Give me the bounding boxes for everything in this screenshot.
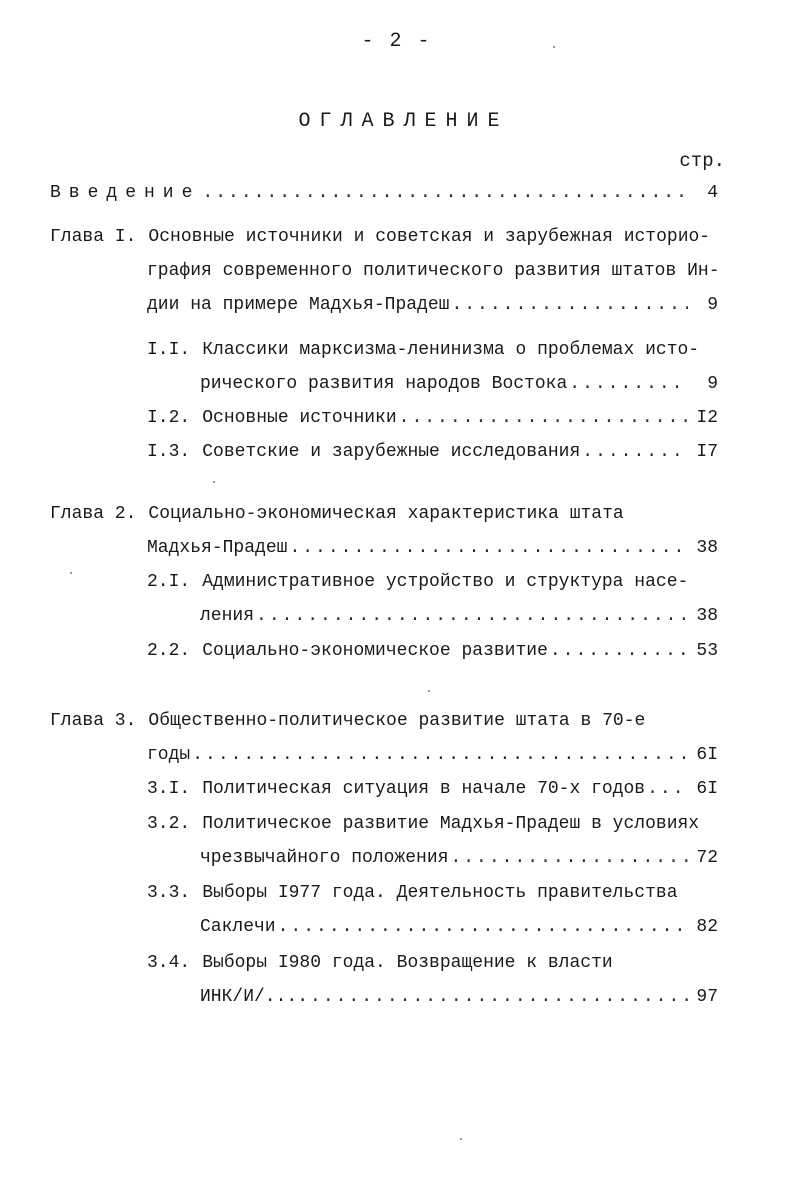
section-1-1-end bbox=[200, 373, 718, 395]
section-title-line2: ИНК/И/.... bbox=[200, 987, 309, 1007]
dot-leader bbox=[310, 986, 688, 1008]
section-page: 6I bbox=[696, 779, 718, 799]
intro-label: Введение bbox=[50, 183, 201, 203]
scan-speck bbox=[428, 690, 430, 692]
scan-speck bbox=[553, 46, 555, 48]
chapter3-title-end bbox=[147, 744, 718, 766]
section-1-3[interactable] bbox=[147, 441, 718, 463]
dot-leader bbox=[289, 537, 688, 559]
section-title-line1: Классики марксизма-ленинизма о проблемах исто- bbox=[202, 340, 700, 360]
section-number: 2.2. bbox=[147, 641, 191, 661]
chapter2-title-end bbox=[147, 537, 718, 559]
section-title-line1: Советские и зарубежные исследования bbox=[202, 442, 581, 462]
dot-leader bbox=[256, 605, 688, 627]
chapter1-title-line2: графия современного политического развития штатов Ин- bbox=[147, 261, 720, 281]
chapter1-heading[interactable] bbox=[50, 226, 710, 248]
section-page: 72 bbox=[696, 848, 718, 868]
section-page: I2 bbox=[696, 408, 718, 428]
section-1-2[interactable] bbox=[147, 407, 718, 429]
chapter1-title-line3: дии на примере Мадхья-Прадеш bbox=[147, 295, 450, 315]
section-1-1[interactable] bbox=[147, 339, 699, 361]
section-title-line1: Выборы I977 года. Деятельность правительства bbox=[202, 883, 678, 903]
section-number: 3.3. bbox=[147, 883, 191, 903]
section-2-2[interactable] bbox=[147, 640, 718, 662]
section-number: 3.2. bbox=[147, 814, 191, 834]
section-title-line1: Выборы I980 года. Возвращение к власти bbox=[202, 953, 613, 973]
page-number: - 2 - bbox=[361, 30, 432, 53]
section-3-1[interactable] bbox=[147, 778, 718, 800]
chapter2-heading[interactable] bbox=[50, 503, 624, 525]
section-page: 82 bbox=[696, 917, 718, 937]
chapter2-title-line2: Мадхья-Прадеш bbox=[147, 538, 288, 558]
section-page: 53 bbox=[696, 641, 718, 661]
toc-title: ОГЛАВЛЕНИЕ bbox=[298, 110, 509, 133]
section-number: I.3. bbox=[147, 442, 191, 462]
section-number: I.I. bbox=[147, 340, 191, 360]
section-3-3-end bbox=[200, 916, 718, 938]
chapter1-title-line1: Основные источники и советская и зарубежная историо- bbox=[148, 227, 711, 247]
section-page: I7 bbox=[696, 442, 718, 462]
chapter3-title-line1: Общественно-политическое развитие штата в 70-е bbox=[148, 711, 646, 731]
section-2-1[interactable] bbox=[147, 571, 688, 593]
dot-leader bbox=[569, 373, 688, 395]
chapter1-title-end bbox=[147, 294, 718, 316]
section-title-line1: Социально-экономическое развитие bbox=[202, 641, 548, 661]
section-title-line2: чрезвычайного положения bbox=[200, 848, 449, 868]
dot-leader bbox=[450, 847, 688, 869]
chapter3-label: Глава 3. bbox=[50, 711, 137, 731]
dot-leader bbox=[399, 407, 688, 429]
chapter1-title-continuation bbox=[147, 260, 720, 282]
section-page: 9 bbox=[707, 374, 718, 394]
chapter2-title-line1: Социально-экономическая характеристика штата bbox=[148, 504, 624, 524]
chapter2-page: 38 bbox=[696, 538, 718, 558]
chapter3-title-line2: годы bbox=[147, 745, 191, 765]
section-title-line1: Административное устройство и структура насе- bbox=[202, 572, 689, 592]
scan-speck bbox=[460, 1138, 462, 1140]
section-title-line2: Саклечи bbox=[200, 917, 276, 937]
section-page: 97 bbox=[696, 987, 718, 1007]
section-3-2-end bbox=[200, 847, 718, 869]
toc-entry-intro[interactable] bbox=[50, 182, 718, 204]
dot-leader bbox=[550, 640, 688, 662]
section-page: 38 bbox=[696, 606, 718, 626]
section-number: I.2. bbox=[147, 408, 191, 428]
intro-page: 4 bbox=[707, 183, 718, 203]
dot-leader bbox=[202, 182, 688, 204]
section-number: 3.I. bbox=[147, 779, 191, 799]
section-number: 3.4. bbox=[147, 953, 191, 973]
section-number: 2.I. bbox=[147, 572, 191, 592]
section-3-4[interactable] bbox=[147, 952, 613, 974]
section-3-4-end bbox=[200, 986, 718, 1008]
dot-leader bbox=[647, 778, 688, 800]
section-title-line2: рического развития народов Востока bbox=[200, 374, 568, 394]
chapter1-label: Глава I. bbox=[50, 227, 137, 247]
scan-speck bbox=[213, 481, 215, 483]
dot-leader bbox=[192, 744, 688, 766]
section-title-line1: Политическое развитие Мадхья-Прадеш в условиях bbox=[202, 814, 700, 834]
dot-leader bbox=[451, 294, 688, 316]
dot-leader bbox=[582, 441, 688, 463]
section-3-3[interactable] bbox=[147, 882, 678, 904]
section-3-2[interactable] bbox=[147, 813, 699, 835]
chapter2-label: Глава 2. bbox=[50, 504, 137, 524]
chapter3-page: 6I bbox=[696, 745, 718, 765]
chapter3-heading[interactable] bbox=[50, 710, 645, 732]
dot-leader bbox=[278, 916, 688, 938]
section-2-1-end bbox=[200, 605, 718, 627]
scan-speck bbox=[70, 572, 72, 574]
page-column-label: стр. bbox=[679, 150, 725, 172]
section-title-line1: Политическая ситуация в начале 70-х годов bbox=[202, 779, 646, 799]
chapter1-page: 9 bbox=[707, 295, 718, 315]
section-title-line2: ления bbox=[200, 606, 255, 626]
section-title-line1: Основные источники bbox=[202, 408, 397, 428]
